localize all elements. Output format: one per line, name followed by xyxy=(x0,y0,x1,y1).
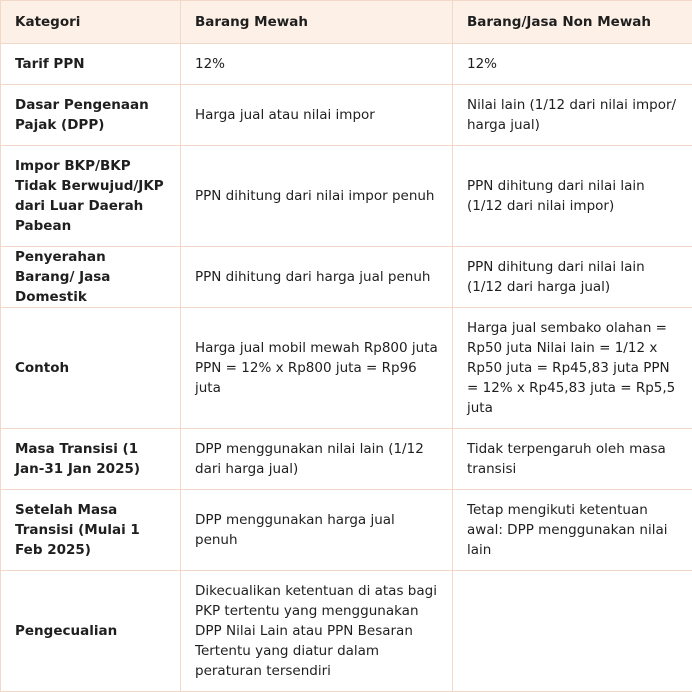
row-barang-mewah: PPN dihitung dari harga jual penuh xyxy=(181,247,453,308)
row-category: Masa Transisi (1 Jan-31 Jan 2025) xyxy=(1,429,181,490)
header-barang-jasa-non-mewah: Barang/Jasa Non Mewah xyxy=(453,1,692,44)
table-row xyxy=(1,429,692,490)
header-barang-mewah: Barang Mewah xyxy=(181,1,453,44)
row-non-mewah: Tetap mengikuti ketentuan awal: DPP menggunakan nilai lain xyxy=(453,490,692,571)
row-non-mewah xyxy=(453,571,692,692)
row-barang-mewah: DPP menggunakan nilai lain (1/12 dari harga jual) xyxy=(181,429,453,490)
row-non-mewah: Harga jual sembako olahan = Rp50 juta Nilai lain = 1/12 x Rp50 juta = Rp45,83 juta PPN = 12% x Rp45,83 juta = Rp5,5 juta xyxy=(453,308,692,429)
row-category: Contoh xyxy=(1,308,181,429)
row-barang-mewah: 12% xyxy=(181,44,453,85)
row-barang-mewah: DPP menggunakan harga jual penuh xyxy=(181,490,453,571)
table-row xyxy=(1,44,692,85)
table-row xyxy=(1,247,692,308)
row-category: Tarif PPN xyxy=(1,44,181,85)
row-category: Setelah Masa Transisi (Mulai 1 Feb 2025) xyxy=(1,490,181,571)
header-kategori: Kategori xyxy=(1,1,181,44)
row-barang-mewah: Harga jual mobil mewah Rp800 juta PPN = 12% x Rp800 juta = Rp96 juta xyxy=(181,308,453,429)
row-non-mewah: Tidak terpengaruh oleh masa transisi xyxy=(453,429,692,490)
table-row xyxy=(1,490,692,571)
row-non-mewah: Nilai lain (1/12 dari nilai impor/ harga jual) xyxy=(453,85,692,146)
row-category: Dasar Pengenaan Pajak (DPP) xyxy=(1,85,181,146)
row-category: Penyerahan Barang/ Jasa Domestik xyxy=(1,247,181,308)
table-row xyxy=(1,85,692,146)
table-header-row xyxy=(1,1,692,44)
row-barang-mewah: Dikecualikan ketentuan di atas bagi PKP tertentu yang menggunakan DPP Nilai Lain atau PPN Besaran Tertentu yang diatur dalam peraturan tersendiri xyxy=(181,571,453,692)
row-non-mewah: 12% xyxy=(453,44,692,85)
row-category: Impor BKP/BKP Tidak Berwujud/JKP dari Luar Daerah Pabean xyxy=(1,146,181,247)
table-row xyxy=(1,146,692,247)
row-barang-mewah: PPN dihitung dari nilai impor penuh xyxy=(181,146,453,247)
row-non-mewah: PPN dihitung dari nilai lain (1/12 dari harga jual) xyxy=(453,247,692,308)
table-row xyxy=(1,308,692,429)
table-row xyxy=(1,571,692,692)
row-non-mewah: PPN dihitung dari nilai lain (1/12 dari nilai impor) xyxy=(453,146,692,247)
row-category: Pengecualian xyxy=(1,571,181,692)
row-barang-mewah: Harga jual atau nilai impor xyxy=(181,85,453,146)
